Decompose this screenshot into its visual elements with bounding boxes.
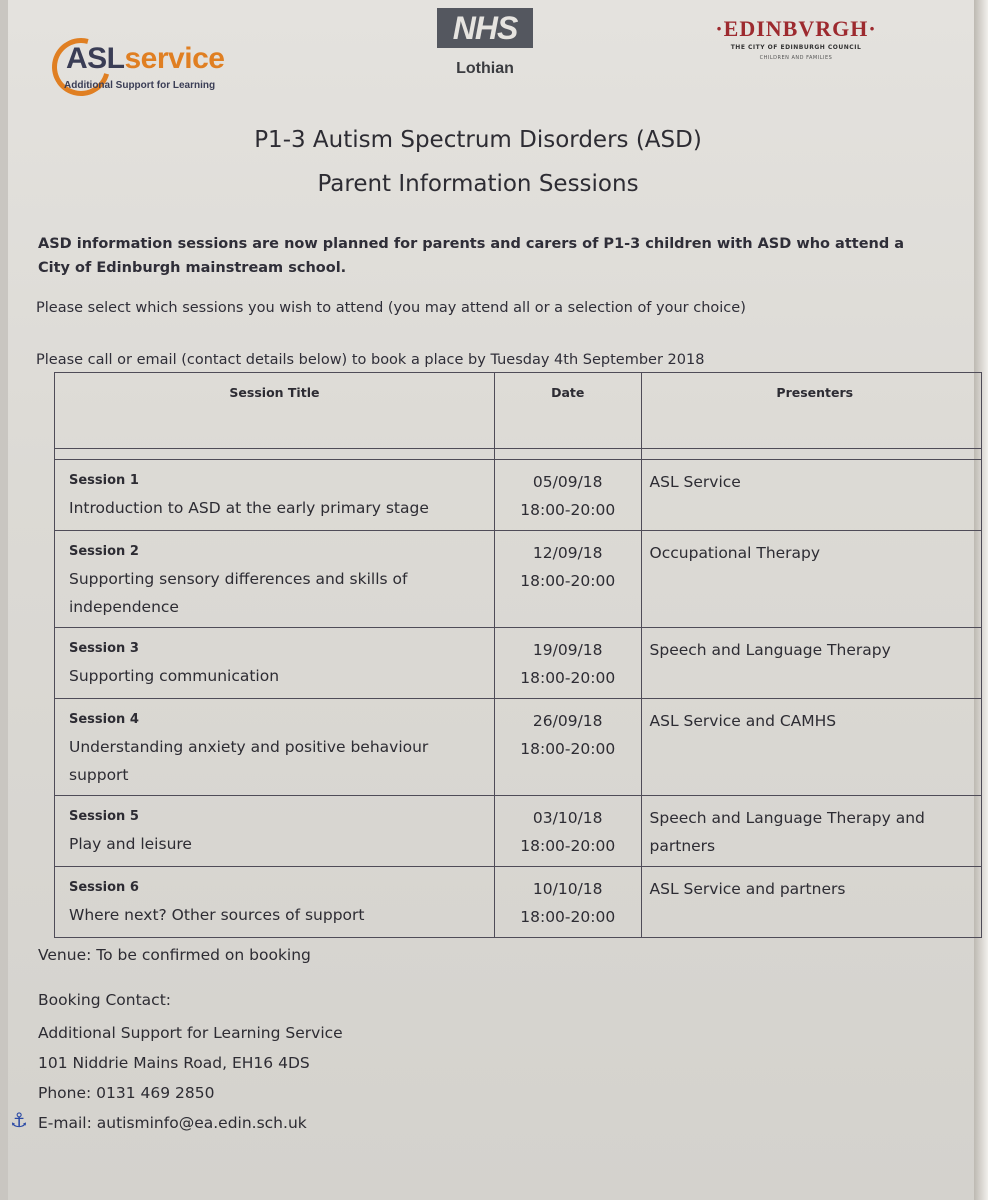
table-row xyxy=(55,531,982,628)
anchor-icon: ⚓ xyxy=(10,1108,28,1132)
contact-address: 101 Niddrie Mains Road, EH16 4DS xyxy=(38,1054,310,1072)
table-spacer-row xyxy=(55,449,982,460)
table-row xyxy=(55,867,982,938)
header-presenters: Presenters xyxy=(641,373,981,449)
asl-logo-wordmark xyxy=(66,42,224,76)
session-label: Session 3 xyxy=(69,641,139,656)
session-title: Introduction to ASD at the early primary stage xyxy=(69,499,429,517)
document-page xyxy=(8,0,988,1200)
session-time: 18:00-20:00 xyxy=(520,740,616,758)
session-time: 18:00-20:00 xyxy=(520,837,616,855)
asl-logo-tagline: Additional Support for Learning xyxy=(64,80,216,91)
nhs-logo-sub: Lothian xyxy=(456,60,514,77)
header-date: Date xyxy=(494,373,641,449)
session-title: Where next? Other sources of support xyxy=(69,906,365,924)
edinburgh-logo-sub1: THE CITY OF EDINBURGH COUNCIL xyxy=(730,44,862,51)
asl-service-logo xyxy=(52,30,252,100)
asl-logo-word-a: ASL xyxy=(66,42,125,75)
page-title: P1-3 Autism Spectrum Disorders (ASD) xyxy=(254,127,702,153)
session-date: 10/10/18 xyxy=(532,880,603,898)
session-date: 05/09/18 xyxy=(532,473,603,491)
contact-email: E-mail: autisminfo@ea.edin.sch.uk xyxy=(38,1114,307,1132)
session-label: Session 4 xyxy=(69,712,139,727)
table-row xyxy=(55,460,982,531)
sessions-table xyxy=(54,372,982,924)
session-presenters: ASL Service and partners xyxy=(641,867,981,938)
session-date: 03/10/18 xyxy=(532,809,603,827)
session-time: 18:00-20:00 xyxy=(520,501,616,519)
session-title: Play and leisure xyxy=(69,835,192,853)
table-row xyxy=(55,796,982,867)
session-presenters: ASL Service xyxy=(641,460,981,531)
session-presenters: Occupational Therapy xyxy=(641,531,981,628)
session-presenters: Speech and Language Therapy and partners xyxy=(641,796,981,867)
session-title: Understanding anxiety and positive behaviour support xyxy=(69,738,429,784)
session-label: Session 2 xyxy=(69,544,139,559)
session-label: Session 1 xyxy=(69,473,139,488)
intro-paragraph: ASD information sessions are now planned for parents and carers of P1-3 children with ASD who attend a City of Edinburgh mainstream school. xyxy=(38,236,905,276)
venue-text: Venue: To be confirmed on booking xyxy=(38,946,311,964)
session-date: 12/09/18 xyxy=(532,544,603,562)
header-session-title: Session Title xyxy=(55,373,495,449)
session-title: Supporting communication xyxy=(69,667,280,685)
edinburgh-logo-word: ·EDINBVRGH· xyxy=(715,16,877,41)
table-row xyxy=(55,699,982,796)
session-presenters: Speech and Language Therapy xyxy=(641,628,981,699)
asl-logo-word-b: service xyxy=(124,42,225,75)
select-instructions: Please select which sessions you wish to attend (you may attend all or a selection of your choice) xyxy=(36,300,746,316)
edinburgh-council-logo xyxy=(696,16,896,76)
booking-contact-heading: Booking Contact: xyxy=(38,991,171,1009)
nhs-lothian-logo xyxy=(430,8,540,83)
session-time: 18:00-20:00 xyxy=(520,669,616,687)
table-row xyxy=(55,628,982,699)
booking-instructions: Please call or email (contact details below) to book a place by Tuesday 4th September 2018 xyxy=(36,352,705,368)
edinburgh-logo-sub2: CHILDREN AND FAMILIES xyxy=(759,55,833,61)
session-time: 18:00-20:00 xyxy=(520,908,616,926)
session-time: 18:00-20:00 xyxy=(520,572,616,590)
contact-phone: Phone: 0131 469 2850 xyxy=(38,1084,215,1102)
nhs-logo-mark: NHS xyxy=(437,8,533,48)
session-title: Supporting sensory differences and skills of independence xyxy=(69,570,408,616)
session-label: Session 6 xyxy=(69,880,139,895)
session-date: 26/09/18 xyxy=(532,712,603,730)
session-date: 19/09/18 xyxy=(532,641,603,659)
session-presenters: ASL Service and CAMHS xyxy=(641,699,981,796)
page-subtitle: Parent Information Sessions xyxy=(317,171,639,197)
contact-org: Additional Support for Learning Service xyxy=(38,1024,343,1042)
session-label: Session 5 xyxy=(69,809,139,824)
